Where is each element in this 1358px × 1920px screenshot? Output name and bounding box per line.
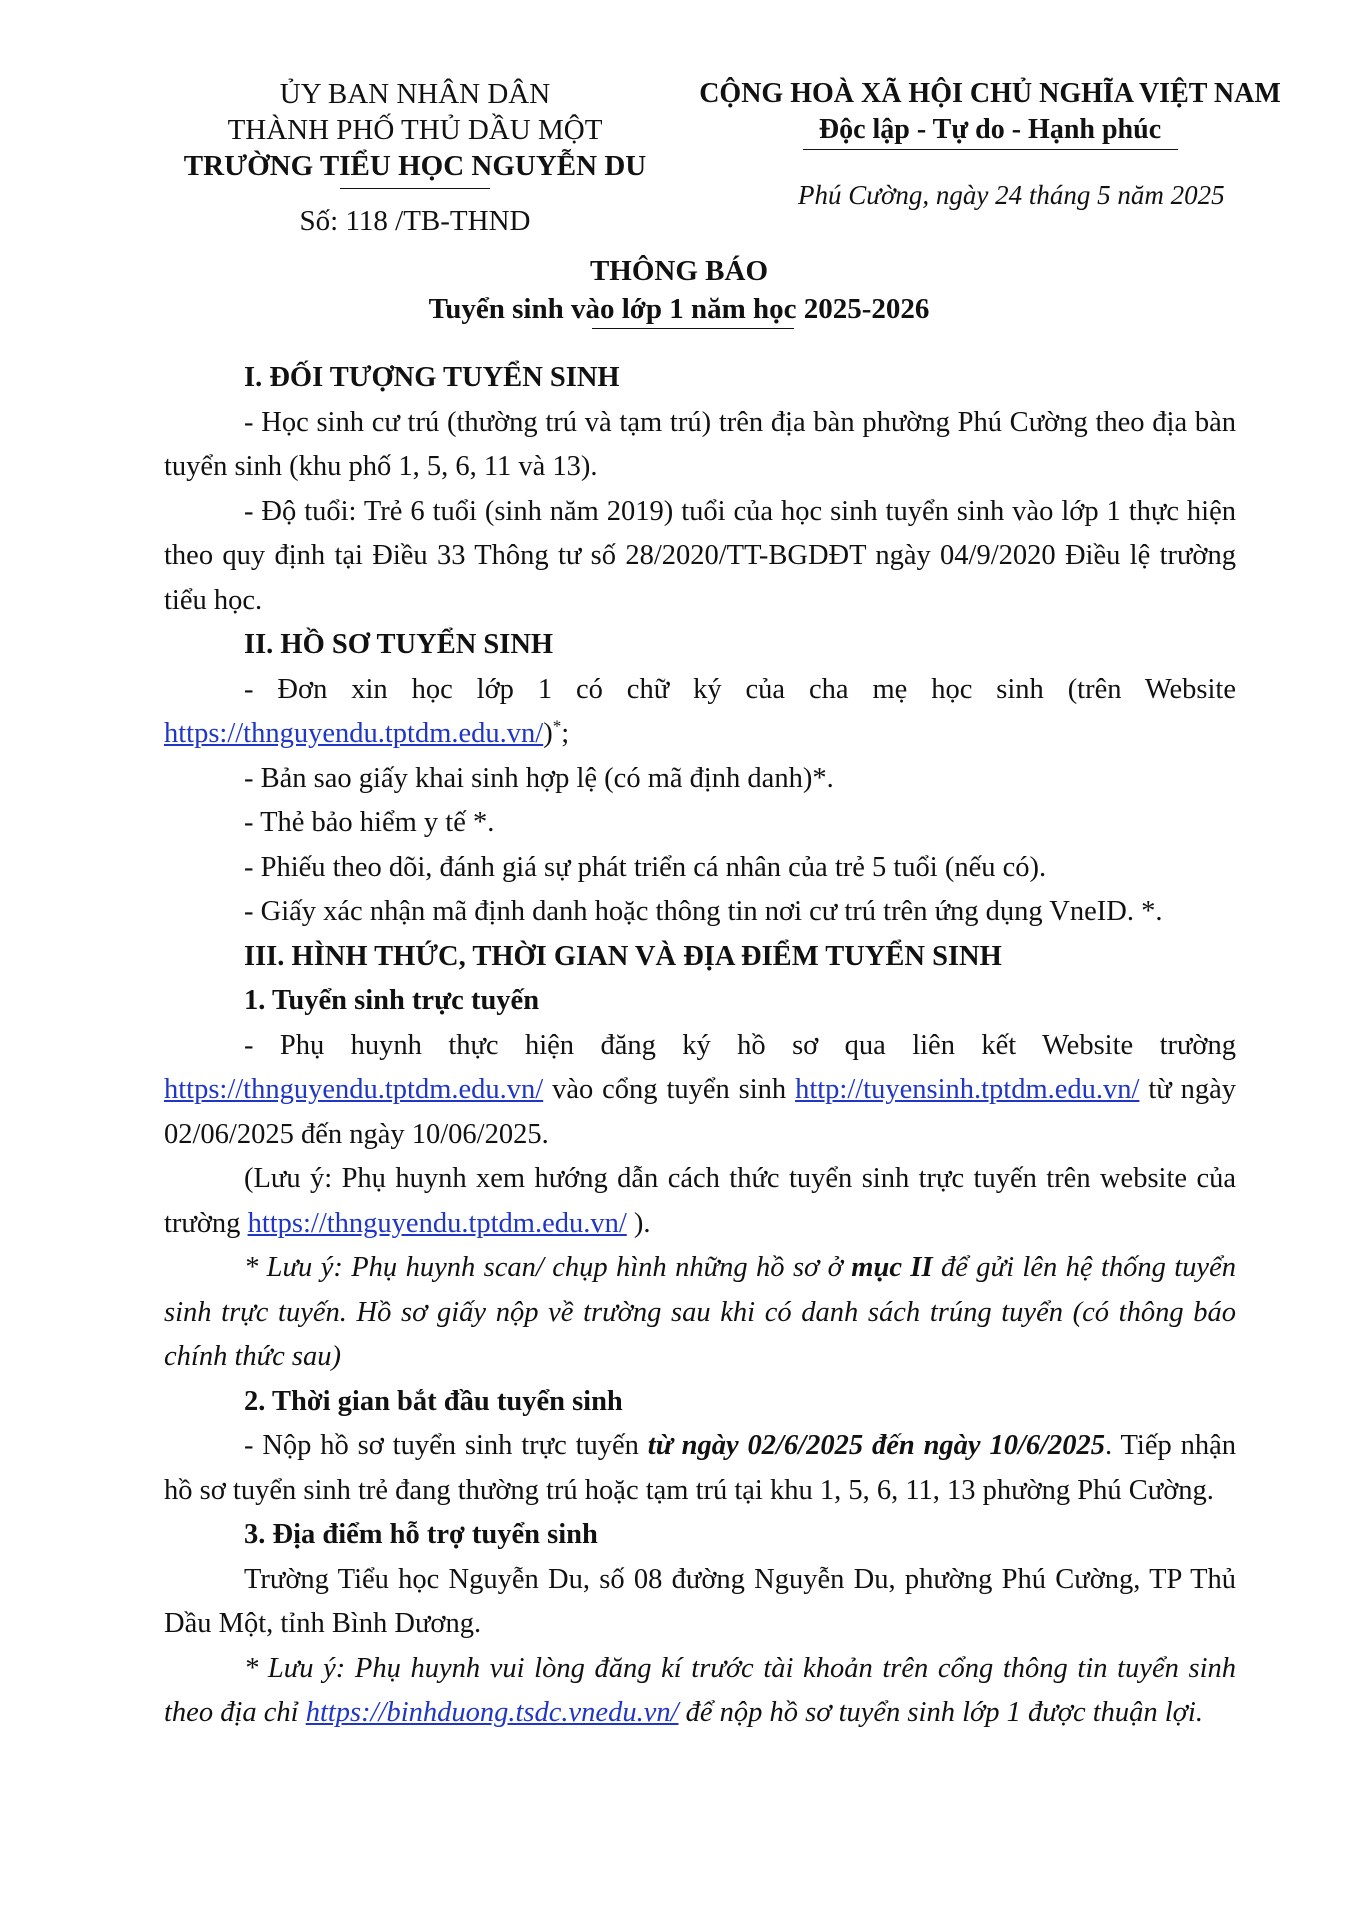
section-2-heading: II. HỒ SƠ TUYỂN SINH [244, 629, 554, 660]
note-text: * Lưu ý: Phụ huynh vui lòng đăng kí trước tài khoản trên cổng thông tin tuyển sinh theo địa chỉ [164, 1652, 1236, 1728]
school-website-link[interactable]: https://thnguyendu.tptdm.edu.vn/ [164, 1074, 544, 1105]
paragraph-text: vào cổng tuyển sinh [543, 1074, 796, 1105]
paragraph-text: . Tiếp nhận hồ sơ tuyển sinh trẻ đang thường trú hoặc tạm trú tại khu 1, 5, 6, 11, 13 phường Phú Cường. [164, 1430, 1236, 1506]
section-1-heading: I. ĐỐI TƯỢNG TUYỂN SINH [244, 362, 620, 393]
motto-underline [803, 149, 1178, 150]
section-1-paragraph: - Học sinh cư trú (thường trú và tạm trú) trên địa bàn phường Phú Cường theo địa bàn tuyển sinh (khu phố 1, 5, 6, 11 và 13). [164, 406, 1236, 482]
paragraph-text: - Phụ huynh thực hiện đăng ký hồ sơ qua liên kết Website trường [244, 1029, 1236, 1061]
admission-portal-link[interactable]: http://tuyensinh.tptdm.edu.vn/ [795, 1074, 1140, 1105]
issuer-underline [340, 188, 490, 189]
subsection-3-paragraph: Trường Tiểu học Nguyễn Du, số 08 đường Nguyễn Du, phường Phú Cường, TP Thủ Dầu Một, tỉnh Bình Dương. [164, 1563, 1236, 1639]
subsection-1-paragraph [164, 1157, 1236, 1246]
section-2-item: - Bản sao giấy khai sinh hợp lệ (có mã định danh)*. [244, 762, 834, 794]
nation-title: CỘNG HOÀ XÃ HỘI CHỦ NGHĨA VIỆT NAM [699, 78, 1281, 109]
issuer-line-1: ỦY BAN NHÂN DÂN [279, 78, 551, 110]
item-text: - Đơn xin học lớp 1 có chữ ký của cha mẹ học sinh (trên Website [244, 673, 1236, 705]
subsection-1-paragraph [164, 1024, 1236, 1158]
paragraph-text: ). [626, 1207, 651, 1239]
school-website-link[interactable]: https://thnguyendu.tptdm.edu.vn/ [164, 718, 544, 749]
national-header [690, 76, 1290, 150]
motto: Độc lập - Tự do - Hạnh phúc [818, 114, 1162, 145]
document-title [0, 252, 1358, 328]
section-2-item [164, 668, 1236, 757]
section-2-item: - Giấy xác nhận mã định danh hoặc thông tin nơi cư trú trên ứng dụng VneID. *. [244, 896, 1163, 927]
note-text: để nộp hồ sơ tuyển sinh lớp 1 được thuận lợi. [678, 1697, 1203, 1728]
document-number: Số: 118 /TB-THND [299, 205, 531, 237]
item-text: ; [561, 718, 570, 749]
deadline-emphasis: từ ngày 02/6/2025 đến ngày 10/6/2025 [647, 1430, 1106, 1461]
paragraph-text: - Nộp hồ sơ tuyển sinh trực tuyến [244, 1430, 648, 1461]
section-2-item: - Phiếu theo dõi, đánh giá sự phát triển cá nhân của trẻ 5 tuổi (nếu có). [244, 851, 1047, 883]
note-text: * Lưu ý: Phụ huynh scan/ chụp hình những hồ sơ ở [244, 1252, 852, 1283]
subsection-1-heading: 1. Tuyển sinh trực tuyến [244, 985, 540, 1016]
document-date: Phú Cường, ngày 24 tháng 5 năm 2025 [798, 180, 1225, 210]
title-underline [592, 328, 794, 329]
subsection-1-note [164, 1246, 1236, 1380]
document-body [164, 356, 1236, 1736]
school-website-link[interactable]: https://thnguyendu.tptdm.edu.vn/ [247, 1207, 627, 1239]
subsection-3-heading: 3. Địa điểm hỗ trợ tuyển sinh [244, 1519, 598, 1550]
note-text: để gửi lên hệ thống tuyển sinh trực tuyến. Hồ sơ giấy nộp về trường sau khi có danh sách trúng tuyển (có thông báo chính thức sau) [164, 1252, 1236, 1372]
issuer-line-2: THÀNH PHỐ THỦ DẦU MỘT [227, 114, 603, 146]
asterisk-mark: * [552, 716, 562, 736]
title-main: THÔNG BÁO [589, 255, 769, 287]
subsection-2-heading: 2. Thời gian bắt đầu tuyển sinh [244, 1385, 623, 1417]
subsection-2-paragraph [164, 1424, 1236, 1513]
note-emphasis: mục II [851, 1252, 933, 1283]
subsection-3-note [164, 1647, 1236, 1736]
binhduong-portal-link[interactable]: https://binhduong.tsdc.vnedu.vn/ [305, 1697, 679, 1728]
issuer-school-name: TRƯỜNG TIỂU HỌC NGUYỄN DU [183, 150, 647, 182]
issuer-block [150, 76, 680, 239]
item-text: ) [543, 718, 553, 749]
section-2-item: - Thẻ bảo hiểm y tế *. [244, 807, 495, 838]
title-sub: Tuyển sinh vào lớp 1 năm học 2025-2026 [428, 293, 930, 325]
section-1-paragraph: - Độ tuổi: Trẻ 6 tuổi (sinh năm 2019) tuổi của học sinh tuyển sinh vào lớp 1 thực hiện theo quy định tại Điều 33 Thông tư số 28/2020/TT-BGDĐT ngày 04/9/2020 Điều lệ trường tiểu học. [164, 495, 1236, 616]
paragraph-text: (Lưu ý: Phụ huynh xem hướng dẫn cách thức tuyển sinh trực tuyến trên website của trường [164, 1163, 1236, 1239]
paragraph-text: từ ngày 02/06/2025 đến ngày 10/06/2025. [164, 1074, 1236, 1150]
section-3-heading: III. HÌNH THỨC, THỜI GIAN VÀ ĐỊA ĐIỂM TUYỂN SINH [244, 940, 1002, 972]
